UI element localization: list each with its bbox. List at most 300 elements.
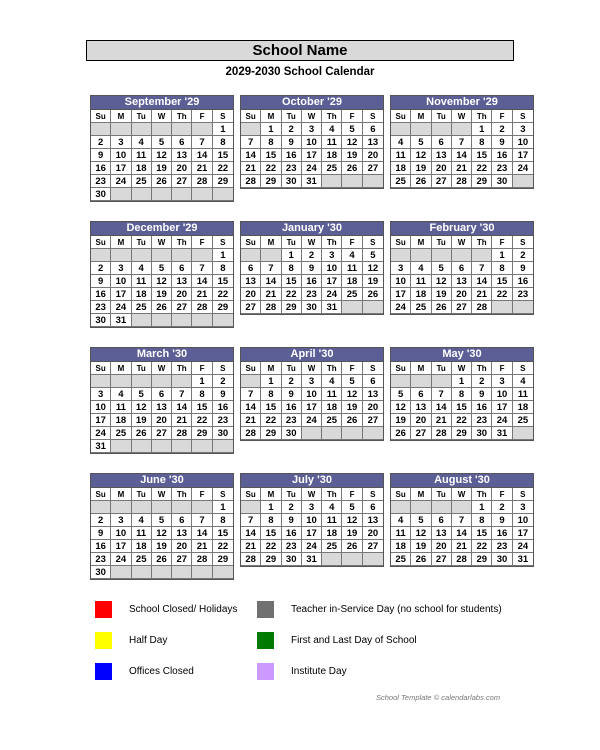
empty-day-cell (132, 375, 152, 388)
day-cell: 21 (432, 414, 452, 427)
empty-day-cell (172, 440, 192, 453)
day-cell: 8 (492, 262, 512, 275)
empty-day-cell (241, 123, 261, 136)
day-cell: 25 (132, 175, 152, 188)
weekday-header: S (513, 110, 533, 123)
empty-day-cell (342, 427, 362, 440)
day-cell: 27 (172, 301, 192, 314)
day-cell: 4 (513, 375, 533, 388)
day-cell: 20 (152, 414, 172, 427)
weekday-header: Tu (282, 236, 302, 249)
day-cell: 10 (302, 136, 322, 149)
empty-day-cell (213, 188, 233, 201)
day-cell: 30 (282, 175, 302, 188)
empty-day-cell (172, 314, 192, 327)
day-cell: 7 (192, 262, 212, 275)
day-cell: 18 (411, 288, 431, 301)
day-cell: 27 (363, 162, 383, 175)
day-cell: 1 (192, 375, 212, 388)
weekday-header: Tu (432, 362, 452, 375)
day-cell: 3 (492, 375, 512, 388)
day-cell: 26 (342, 162, 362, 175)
weekday-header: S (513, 236, 533, 249)
day-cell: 5 (342, 501, 362, 514)
weekday-header: F (342, 110, 362, 123)
day-cell: 4 (342, 249, 362, 262)
empty-day-cell (91, 123, 111, 136)
weekday-header: Th (472, 488, 492, 501)
empty-day-cell (472, 249, 492, 262)
day-cell: 4 (132, 136, 152, 149)
day-cell: 22 (472, 540, 492, 553)
weekday-header: W (452, 362, 472, 375)
empty-day-cell (391, 249, 411, 262)
day-cell: 23 (282, 162, 302, 175)
day-cell: 20 (363, 527, 383, 540)
day-cell: 3 (111, 262, 131, 275)
day-cell: 10 (391, 275, 411, 288)
day-cell: 15 (261, 527, 281, 540)
day-cell: 18 (132, 162, 152, 175)
weekday-header: S (363, 110, 383, 123)
weekday-header: Th (472, 236, 492, 249)
day-cell: 20 (452, 288, 472, 301)
day-cell: 15 (213, 527, 233, 540)
month-calendar (390, 221, 534, 315)
empty-day-cell (432, 249, 452, 262)
day-cell: 23 (91, 553, 111, 566)
day-cell: 25 (322, 414, 342, 427)
day-cell: 17 (111, 162, 131, 175)
empty-day-cell (192, 249, 212, 262)
weekday-header: Tu (432, 488, 452, 501)
weekday-header: M (261, 488, 281, 501)
day-cell: 24 (492, 414, 512, 427)
empty-day-cell (432, 375, 452, 388)
day-cell: 4 (322, 123, 342, 136)
day-cell: 7 (241, 388, 261, 401)
month-grid (241, 236, 383, 314)
day-cell: 27 (432, 175, 452, 188)
day-cell: 24 (91, 427, 111, 440)
day-cell: 9 (472, 388, 492, 401)
day-cell: 7 (241, 514, 261, 527)
day-cell: 15 (282, 275, 302, 288)
day-cell: 28 (192, 301, 212, 314)
day-cell: 11 (322, 388, 342, 401)
legend-label: Half Day (129, 635, 168, 646)
day-cell: 22 (472, 162, 492, 175)
day-cell: 18 (342, 275, 362, 288)
day-cell: 3 (111, 514, 131, 527)
month-title: May '30 (391, 348, 533, 362)
weekday-header: W (452, 236, 472, 249)
day-cell: 6 (241, 262, 261, 275)
month-calendar (240, 221, 384, 315)
empty-day-cell (411, 375, 431, 388)
weekday-header: F (192, 236, 212, 249)
weekday-header: Tu (132, 236, 152, 249)
empty-day-cell (172, 249, 192, 262)
legend-label: Teacher in-Service Day (no school for students) (291, 604, 502, 615)
day-cell: 23 (492, 162, 512, 175)
month-grid (91, 488, 233, 579)
day-cell: 19 (411, 540, 431, 553)
month-calendar (390, 95, 534, 189)
day-cell: 22 (452, 414, 472, 427)
day-cell: 21 (172, 414, 192, 427)
empty-day-cell (172, 123, 192, 136)
day-cell: 22 (261, 162, 281, 175)
day-cell: 20 (172, 540, 192, 553)
month-grid (391, 362, 533, 440)
day-cell: 19 (363, 275, 383, 288)
day-cell: 5 (363, 249, 383, 262)
day-cell: 4 (132, 262, 152, 275)
day-cell: 14 (241, 527, 261, 540)
day-cell: 21 (241, 540, 261, 553)
empty-day-cell (172, 566, 192, 579)
day-cell: 4 (391, 136, 411, 149)
day-cell: 14 (192, 527, 212, 540)
empty-day-cell (241, 249, 261, 262)
day-cell: 10 (111, 275, 131, 288)
day-cell: 7 (452, 514, 472, 527)
day-cell: 24 (302, 414, 322, 427)
weekday-header: M (411, 110, 431, 123)
day-cell: 12 (432, 275, 452, 288)
weekday-header: F (192, 110, 212, 123)
empty-day-cell (342, 301, 362, 314)
day-cell: 19 (432, 288, 452, 301)
month-title: August '30 (391, 474, 533, 488)
empty-day-cell (411, 123, 431, 136)
day-cell: 14 (452, 149, 472, 162)
month-title: June '30 (91, 474, 233, 488)
day-cell: 26 (411, 553, 431, 566)
day-cell: 17 (391, 288, 411, 301)
day-cell: 10 (111, 149, 131, 162)
day-cell: 30 (492, 553, 512, 566)
day-cell: 18 (322, 527, 342, 540)
weekday-header: M (261, 362, 281, 375)
day-cell: 29 (213, 301, 233, 314)
day-cell: 27 (363, 414, 383, 427)
day-cell: 2 (91, 262, 111, 275)
month-calendar (390, 473, 534, 567)
day-cell: 2 (492, 501, 512, 514)
day-cell: 12 (391, 401, 411, 414)
day-cell: 31 (492, 427, 512, 440)
day-cell: 29 (282, 301, 302, 314)
day-cell: 26 (152, 301, 172, 314)
weekday-header: S (213, 110, 233, 123)
weekday-header: M (111, 110, 131, 123)
day-cell: 23 (91, 175, 111, 188)
day-cell: 22 (261, 414, 281, 427)
weekday-header: Su (391, 488, 411, 501)
day-cell: 24 (302, 540, 322, 553)
day-cell: 3 (322, 249, 342, 262)
weekday-header: M (111, 236, 131, 249)
empty-day-cell (342, 175, 362, 188)
empty-day-cell (132, 501, 152, 514)
weekday-header: Tu (132, 488, 152, 501)
day-cell: 3 (91, 388, 111, 401)
weekday-header: Su (391, 236, 411, 249)
day-cell: 4 (322, 375, 342, 388)
day-cell: 23 (472, 414, 492, 427)
day-cell: 23 (492, 540, 512, 553)
day-cell: 14 (472, 275, 492, 288)
day-cell: 20 (172, 162, 192, 175)
legend-label: School Closed/ Holidays (129, 604, 238, 615)
weekday-header: F (342, 488, 362, 501)
weekday-header: F (492, 362, 512, 375)
empty-day-cell (111, 566, 131, 579)
weekday-header: S (213, 236, 233, 249)
day-cell: 31 (91, 440, 111, 453)
day-cell: 9 (302, 262, 322, 275)
day-cell: 20 (363, 149, 383, 162)
day-cell: 12 (152, 275, 172, 288)
weekday-header: S (363, 488, 383, 501)
day-cell: 28 (432, 427, 452, 440)
day-cell: 16 (513, 275, 533, 288)
weekday-header: Tu (132, 110, 152, 123)
day-cell: 21 (192, 540, 212, 553)
month-title: October '29 (241, 96, 383, 110)
day-cell: 30 (472, 427, 492, 440)
day-cell: 13 (452, 275, 472, 288)
legend-swatch (95, 601, 112, 618)
day-cell: 30 (91, 566, 111, 579)
weekday-header: Su (91, 236, 111, 249)
day-cell: 15 (452, 401, 472, 414)
day-cell: 11 (391, 149, 411, 162)
day-cell: 14 (452, 527, 472, 540)
day-cell: 4 (391, 514, 411, 527)
day-cell: 11 (132, 149, 152, 162)
day-cell: 12 (342, 514, 362, 527)
empty-day-cell (192, 566, 212, 579)
day-cell: 3 (391, 262, 411, 275)
day-cell: 1 (213, 501, 233, 514)
empty-day-cell (363, 427, 383, 440)
day-cell: 16 (282, 149, 302, 162)
weekday-header: W (302, 236, 322, 249)
month-calendar (90, 221, 234, 328)
day-cell: 10 (322, 262, 342, 275)
weekday-header: Th (322, 110, 342, 123)
empty-day-cell (111, 249, 131, 262)
day-cell: 13 (363, 136, 383, 149)
day-cell: 7 (432, 388, 452, 401)
day-cell: 22 (261, 540, 281, 553)
day-cell: 13 (172, 275, 192, 288)
weekday-header: W (302, 488, 322, 501)
day-cell: 17 (91, 414, 111, 427)
weekday-header: Tu (282, 362, 302, 375)
day-cell: 29 (213, 175, 233, 188)
weekday-header: M (411, 362, 431, 375)
day-cell: 6 (172, 262, 192, 275)
empty-day-cell (192, 314, 212, 327)
day-cell: 17 (513, 149, 533, 162)
empty-day-cell (213, 314, 233, 327)
day-cell: 27 (411, 427, 431, 440)
day-cell: 10 (492, 388, 512, 401)
day-cell: 7 (261, 262, 281, 275)
day-cell: 18 (322, 401, 342, 414)
empty-day-cell (172, 501, 192, 514)
weekday-header: Th (322, 236, 342, 249)
empty-day-cell (152, 501, 172, 514)
day-cell: 19 (342, 401, 362, 414)
day-cell: 26 (432, 301, 452, 314)
empty-day-cell (152, 440, 172, 453)
day-cell: 4 (111, 388, 131, 401)
weekday-header: S (513, 488, 533, 501)
empty-day-cell (411, 501, 431, 514)
day-cell: 16 (91, 540, 111, 553)
day-cell: 16 (91, 162, 111, 175)
weekday-header: W (152, 236, 172, 249)
day-cell: 26 (342, 414, 362, 427)
weekday-header: F (492, 236, 512, 249)
day-cell: 8 (213, 262, 233, 275)
day-cell: 21 (452, 162, 472, 175)
day-cell: 29 (261, 175, 281, 188)
day-cell: 26 (411, 175, 431, 188)
empty-day-cell (111, 375, 131, 388)
day-cell: 3 (513, 501, 533, 514)
day-cell: 12 (411, 527, 431, 540)
month-title: December '29 (91, 222, 233, 236)
weekday-header: M (261, 236, 281, 249)
day-cell: 8 (472, 514, 492, 527)
day-cell: 20 (172, 288, 192, 301)
day-cell: 7 (192, 514, 212, 527)
month-grid (391, 236, 533, 314)
day-cell: 1 (261, 123, 281, 136)
empty-day-cell (192, 188, 212, 201)
weekday-header: Th (322, 362, 342, 375)
empty-day-cell (302, 427, 322, 440)
empty-day-cell (322, 427, 342, 440)
weekday-header: Th (322, 488, 342, 501)
day-cell: 13 (363, 388, 383, 401)
day-cell: 8 (213, 514, 233, 527)
day-cell: 19 (132, 414, 152, 427)
day-cell: 2 (282, 375, 302, 388)
empty-day-cell (152, 188, 172, 201)
weekday-header: Su (391, 362, 411, 375)
day-cell: 12 (342, 388, 362, 401)
weekday-header: Tu (432, 110, 452, 123)
weekday-header: Su (241, 488, 261, 501)
day-cell: 24 (111, 301, 131, 314)
day-cell: 23 (282, 414, 302, 427)
day-cell: 1 (452, 375, 472, 388)
day-cell: 9 (282, 136, 302, 149)
weekday-header: Su (91, 110, 111, 123)
day-cell: 3 (302, 501, 322, 514)
day-cell: 25 (111, 427, 131, 440)
day-cell: 20 (411, 414, 431, 427)
day-cell: 25 (132, 301, 152, 314)
day-cell: 11 (322, 136, 342, 149)
day-cell: 19 (411, 162, 431, 175)
day-cell: 5 (432, 262, 452, 275)
day-cell: 16 (472, 401, 492, 414)
day-cell: 11 (322, 514, 342, 527)
day-cell: 24 (513, 162, 533, 175)
empty-day-cell (492, 301, 512, 314)
day-cell: 19 (342, 149, 362, 162)
day-cell: 31 (513, 553, 533, 566)
footer-credit: School Template © calendarlabs.com (376, 693, 501, 702)
empty-day-cell (322, 553, 342, 566)
day-cell: 11 (111, 401, 131, 414)
day-cell: 13 (152, 401, 172, 414)
day-cell: 31 (322, 301, 342, 314)
empty-day-cell (91, 375, 111, 388)
day-cell: 9 (513, 262, 533, 275)
day-cell: 29 (472, 553, 492, 566)
weekday-header: W (152, 110, 172, 123)
day-cell: 2 (91, 136, 111, 149)
day-cell: 8 (452, 388, 472, 401)
weekday-header: W (152, 362, 172, 375)
weekday-header: Su (241, 362, 261, 375)
weekday-header: Su (241, 110, 261, 123)
empty-day-cell (452, 123, 472, 136)
weekday-header: F (192, 362, 212, 375)
month-calendar (240, 473, 384, 567)
day-cell: 15 (472, 149, 492, 162)
day-cell: 7 (192, 136, 212, 149)
month-grid (391, 110, 533, 188)
legend-label: Institute Day (291, 666, 347, 677)
day-cell: 1 (213, 249, 233, 262)
day-cell: 14 (261, 275, 281, 288)
day-cell: 27 (452, 301, 472, 314)
day-cell: 10 (513, 514, 533, 527)
day-cell: 6 (432, 514, 452, 527)
weekday-header: Th (172, 362, 192, 375)
day-cell: 11 (391, 527, 411, 540)
day-cell: 6 (172, 514, 192, 527)
day-cell: 23 (302, 288, 322, 301)
day-cell: 1 (261, 375, 281, 388)
empty-day-cell (152, 566, 172, 579)
empty-day-cell (192, 440, 212, 453)
weekday-header: S (213, 488, 233, 501)
day-cell: 9 (91, 275, 111, 288)
weekday-header: S (513, 362, 533, 375)
day-cell: 9 (492, 136, 512, 149)
day-cell: 21 (472, 288, 492, 301)
day-cell: 14 (241, 149, 261, 162)
day-cell: 18 (513, 401, 533, 414)
day-cell: 25 (322, 162, 342, 175)
day-cell: 2 (282, 123, 302, 136)
day-cell: 27 (172, 175, 192, 188)
day-cell: 21 (241, 414, 261, 427)
day-cell: 24 (111, 553, 131, 566)
legend-swatch (95, 632, 112, 649)
